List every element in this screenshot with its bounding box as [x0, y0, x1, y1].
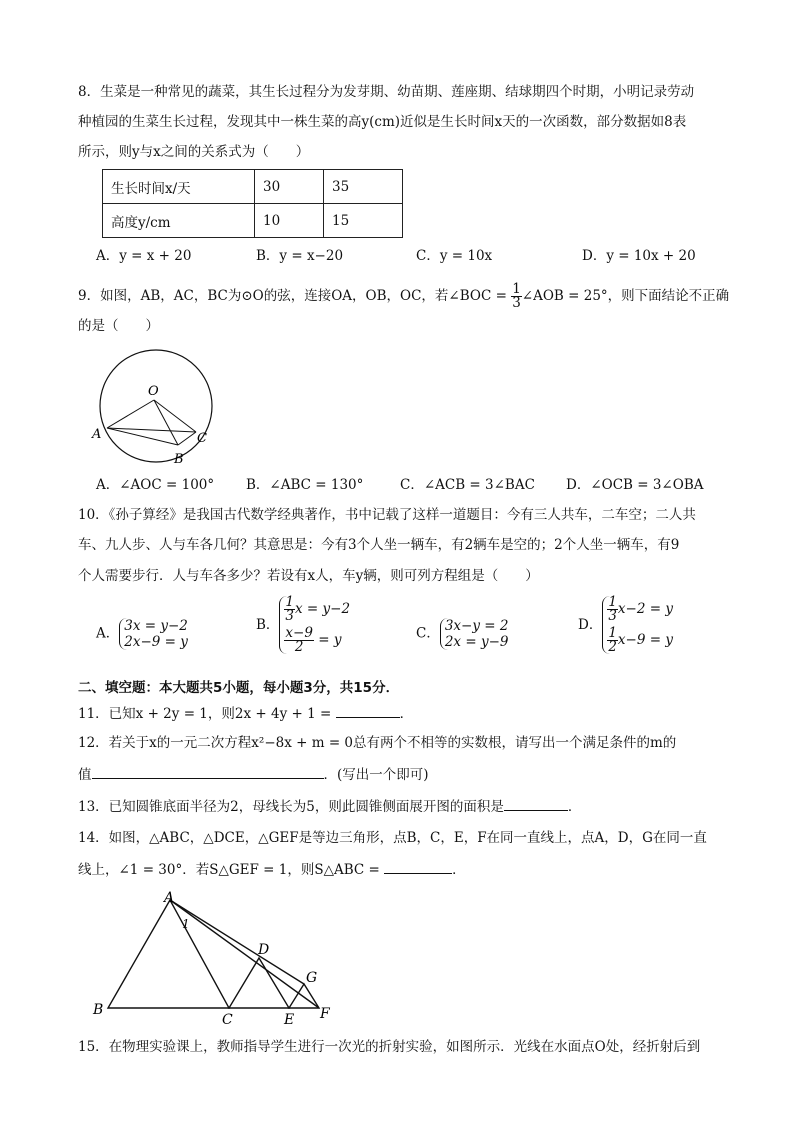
q14-line2: 线上，∠1 = 30°．若S△GEF = 1，则S△ABC = ．: [78, 862, 466, 878]
table-cell: 10: [255, 204, 324, 238]
q9-fraction: $\frac{1}{3}$: [512, 281, 521, 311]
q14-triangles-figure: [90, 886, 340, 1026]
label-c: C: [197, 431, 207, 446]
q9-option-d: D．∠OCB = 3∠OBA: [566, 477, 704, 493]
q14-line1: 14．如图，△ABC，△DCE，△GEF是等边三角形，点B，C，E，F在同一直线上，点A，D，G在同一直: [78, 830, 707, 846]
q8-line1: 8．生菜是一种常见的蔬菜，其生长过程分为发芽期、幼苗期、莲座期、结球期四个时期，小明记录劳动: [78, 84, 695, 100]
section-heading: 二、填空题：本大题共5小题，每小题3分，共15分．: [78, 680, 400, 696]
triangle-abc: [108, 900, 229, 1008]
segment-ob: [154, 400, 178, 445]
q8-line3: 所示，则y与x之间的关系式为（ ）: [78, 144, 310, 160]
circle-o: [100, 350, 212, 462]
q8-data-table: [102, 169, 403, 238]
q10-line1: 10．《孙子算经》是我国古代数学经典著作，书中记载了这样一道题目：今有三人共车，二车空；二人共: [78, 507, 696, 523]
answer-blank[interactable]: [384, 873, 452, 874]
q15-line1: 15．在物理实验课上，教师指导学生进行一次光的折射实验，如图所示．光线在水面点O处，经折射后到: [78, 1039, 701, 1055]
q10-option-c: C． 3x−y = 2 2x = y−9: [416, 618, 509, 650]
segment-oa: [107, 400, 154, 428]
q12-line2: 值 ．(写出一个即可): [78, 767, 429, 783]
q9-text-b: ∠AOB = 25°，则下面结论不正确: [521, 288, 730, 304]
segment-oc: [154, 400, 196, 432]
table-cell: 生长时间x/天: [103, 170, 255, 204]
label-b: B: [174, 452, 184, 467]
q10-line2: 车、九人步、人与车各几何？其意思是：今有3个人坐一辆车，有2辆车是空的；2个人坐一辆车，有9: [78, 537, 680, 553]
q12-line1: 12．若关于x的一元二次方程x²−8x + m = 0总有两个不相等的实数根，请写出一个满足条件的m的: [78, 735, 677, 751]
q9-option-b: B．∠ABC = 130°: [246, 477, 364, 493]
q8-option-a: A．y = x + 20: [96, 248, 192, 264]
q9-line1: [78, 283, 729, 310]
line-adg: [170, 900, 319, 1008]
table-cell: 30: [255, 170, 324, 204]
label-o: O: [148, 384, 159, 399]
q9-text-a: 9．如图，AB，AC，BC为⊙O的弦，连接OA，OB，OC，若∠BOC =: [78, 288, 512, 304]
q10-option-b: B． $\frac{1}{3}$ x = y−2 $\frac{x-9}{2}$ = y: [256, 594, 351, 655]
line-ag: [170, 900, 304, 984]
label-d: D: [258, 942, 270, 958]
label-c: C: [222, 1012, 233, 1026]
table-cell: 35: [324, 170, 403, 204]
answer-blank[interactable]: [504, 810, 568, 811]
triangle-dce: [229, 958, 289, 1008]
q9-option-a: A．∠AOC = 100°: [96, 477, 215, 493]
q10-line3: 个人需要步行．人与车各多少？若设有x人，车y辆，则可列方程组是（ ）: [78, 568, 539, 584]
q8-option-d: D．y = 10x + 20: [582, 248, 696, 264]
chord-bc: [178, 432, 196, 445]
table-row: [103, 170, 403, 204]
label-b: B: [93, 1002, 104, 1018]
label-e: E: [284, 1012, 295, 1026]
table-cell: 高度y/cm: [103, 204, 255, 238]
q9-option-c: C．∠ACB = 3∠BAC: [400, 477, 535, 493]
label-angle-1: 1: [182, 917, 190, 931]
answer-blank[interactable]: [92, 778, 324, 779]
label-a: A: [92, 427, 102, 442]
q11-line: 11．已知x + 2y = 1，则2x + 4y + 1 = ．: [78, 706, 414, 722]
q8-option-c: C．y = 10x: [416, 248, 493, 264]
label-g: G: [306, 970, 318, 986]
q8-line2: 种植园的生菜生长过程，发现其中一株生菜的高y(cm)近似是生长时间x天的一次函数，部分数据如8表: [78, 114, 687, 130]
table-cell: 15: [324, 204, 403, 238]
q10-option-a: A． 3x = y−2 2x−9 = y: [96, 618, 188, 650]
table-row: [103, 204, 403, 238]
q9-line2: 的是（ ）: [78, 318, 159, 334]
q9-circle-figure: [86, 344, 226, 470]
label-a: A: [164, 890, 175, 906]
q13-line: 13．已知圆锥底面半径为2，母线长为5，则此圆锥侧面展开图的面积是 ．: [78, 799, 582, 815]
q8-option-b: B．y = x−20: [256, 248, 344, 264]
label-f: F: [320, 1006, 330, 1022]
q10-option-d: D． $\frac{1}{3}$ x−2 = y $\frac{1}{2}$ x−9 = y: [578, 594, 673, 655]
answer-blank[interactable]: [336, 717, 400, 718]
